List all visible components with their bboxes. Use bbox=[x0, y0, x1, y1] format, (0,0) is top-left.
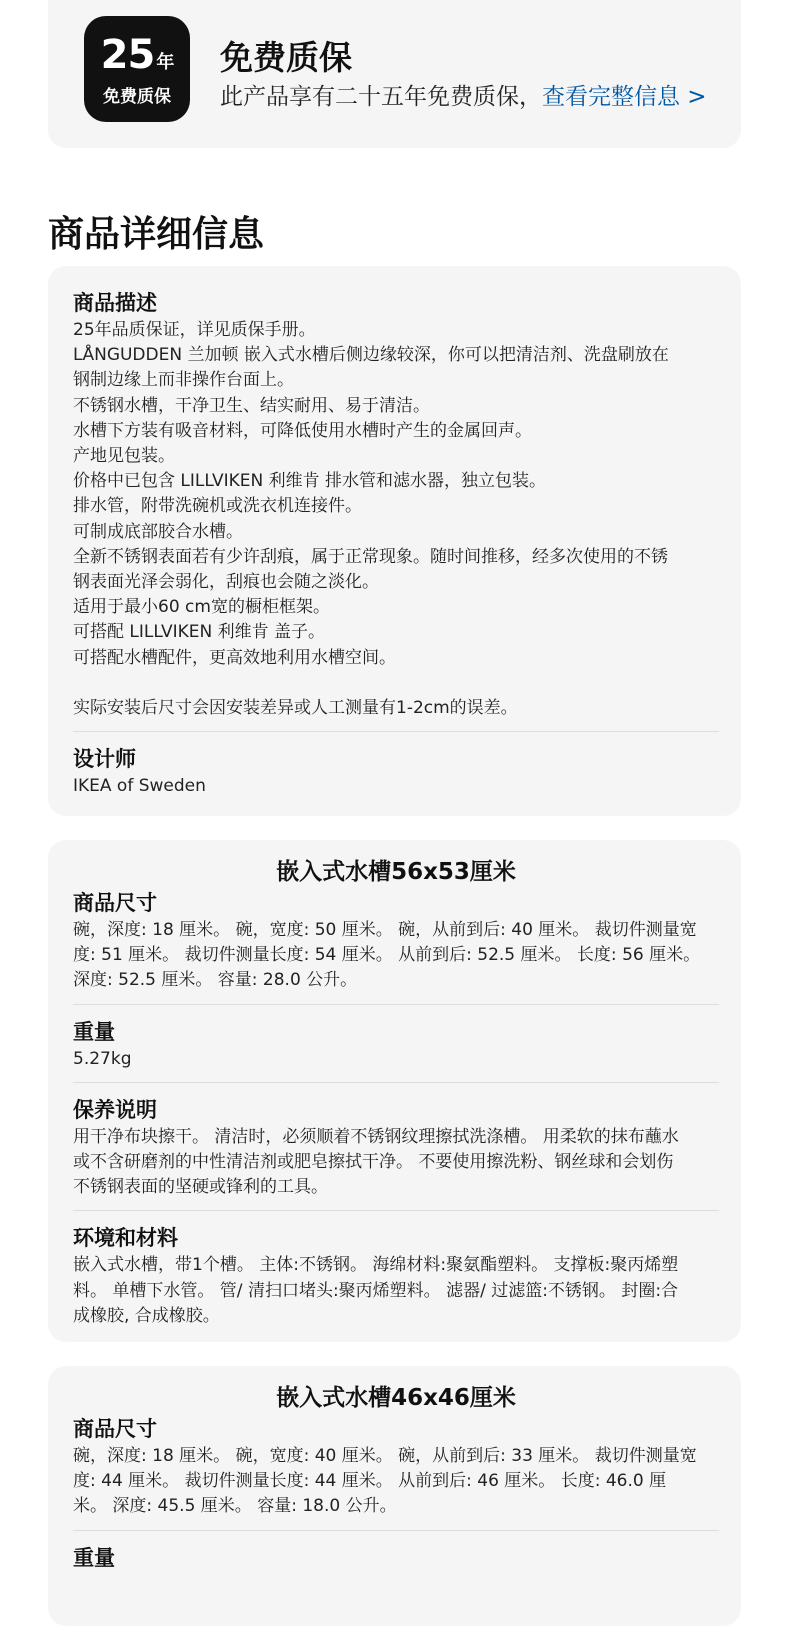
description-line: 可搭配 LILLVIKEN 利维肯 盖子。 bbox=[73, 622, 326, 643]
badge-label: 免费质保 bbox=[103, 87, 171, 107]
divider bbox=[73, 1210, 719, 1211]
product-title: 嵌入式水槽56x53厘米 bbox=[276, 859, 516, 885]
care-line: 用干净布块擦干。 清洁时，必须顺着不锈钢纹理擦拭洗涤槽。 用柔软的抹布蘸水 bbox=[73, 1126, 679, 1147]
warranty-badge-icon bbox=[84, 16, 190, 122]
designer-name: IKEA of Sweden bbox=[73, 776, 206, 797]
description-line: 产地见包装。 bbox=[73, 446, 175, 467]
description-line: 钢表面光泽会弱化，刮痕也会随之淡化。 bbox=[73, 572, 379, 593]
description-heading: 商品描述 bbox=[73, 291, 157, 315]
dimensions-line: 碗，深度: 18 厘米。 碗，宽度: 50 厘米。 碗，从前到后: 40 厘米。 裁切件测量宽 bbox=[73, 920, 697, 940]
materials-line: 嵌入式水槽，带1个槽。 主体:不锈钢。 海绵材料:聚氨酯塑料。 支撑板:聚丙烯塑 bbox=[73, 1255, 679, 1276]
dimensions-line: 米。 深度: 45.5 厘米。 容量: 18.0 公升。 bbox=[73, 1496, 397, 1517]
description-line: LÅNGUDDEN 兰加顿 嵌入式水槽后侧边缘较深，你可以把清洁剂、洗盘刷放在 bbox=[73, 345, 669, 366]
warranty-text: 此产品享有二十五年免费质保， bbox=[220, 84, 542, 110]
description-line: 水槽下方装有吸音材料，可降低使用水槽时产生的金属回声。 bbox=[73, 420, 532, 441]
warranty-info-link[interactable]: 查看完整信息 > bbox=[542, 84, 707, 110]
materials-line: 料。 单槽下水管。 管/ 清扫口堵头:聚丙烯塑料。 滤器/ 过滤篮:不锈钢。 封圈:合 bbox=[73, 1280, 679, 1301]
badge-year-unit: 年 bbox=[156, 52, 174, 73]
description-line: 实际安装后尺寸会因安装差异或人工测量有1-2cm的误差。 bbox=[73, 698, 518, 719]
section-title: 商品详细信息 bbox=[48, 214, 265, 255]
description-spacer bbox=[73, 671, 719, 696]
warranty-text-row bbox=[220, 78, 707, 111]
description-card bbox=[48, 266, 741, 816]
dimensions-line: 度: 44 厘米。 裁切件测量长度: 44 厘米。 从前到后: 46 厘米。 长度: 46.0 厘 bbox=[73, 1471, 667, 1492]
description-line: 排水管，附带洗碗机或洗衣机连接件。 bbox=[73, 496, 362, 517]
dimensions-heading: 商品尺寸 bbox=[73, 891, 157, 915]
dimensions-heading: 商品尺寸 bbox=[73, 1417, 157, 1441]
care-line: 或不含研磨剂的中性清洁剂或肥皂擦拭干净。 不要使用擦洗粉、钢丝球和会划伤 bbox=[73, 1152, 674, 1173]
divider bbox=[73, 1082, 719, 1083]
weight-value: 5.27kg bbox=[73, 1048, 132, 1069]
dimensions-line: 度: 51 厘米。 裁切件测量长度: 54 厘米。 从前到后: 52.5 厘米。 长度: 56 厘米。 bbox=[73, 945, 701, 966]
description-line: 可制成底部胶合水槽。 bbox=[73, 521, 243, 542]
description-line: 全新不锈钢表面若有少许刮痕，属于正常现象。随时间推移，经多次使用的不锈 bbox=[73, 546, 668, 567]
product-spec-card-46x46 bbox=[48, 1366, 741, 1626]
materials-line: 成橡胶, 合成橡胶。 bbox=[73, 1305, 220, 1326]
description-line: 不锈钢水槽，干净卫生、结实耐用、易于清洁。 bbox=[73, 395, 430, 416]
care-heading: 保养说明 bbox=[73, 1097, 157, 1122]
weight-heading: 重量 bbox=[73, 1545, 115, 1570]
description-line: 25年品质保证，详见质保手册。 bbox=[73, 320, 316, 340]
materials-heading: 环境和材料 bbox=[73, 1226, 178, 1251]
description-body bbox=[73, 318, 719, 721]
designer-heading: 设计师 bbox=[73, 747, 136, 772]
product-title: 嵌入式水槽46x46厘米 bbox=[276, 1385, 516, 1411]
description-line: 钢制边缘上而非操作台面上。 bbox=[73, 370, 294, 391]
divider bbox=[73, 731, 719, 732]
care-line: 不锈钢表面的坚硬或锋利的工具。 bbox=[73, 1177, 328, 1198]
product-spec-card-56x53 bbox=[48, 840, 741, 1342]
warranty-title: 免费质保 bbox=[220, 38, 352, 77]
warranty-card bbox=[48, 0, 741, 148]
description-line: 价格中已包含 LILLVIKEN 利维肯 排水管和滤水器，独立包装。 bbox=[73, 471, 547, 492]
divider bbox=[73, 1004, 719, 1005]
divider bbox=[73, 1530, 719, 1531]
dimensions-line: 碗，深度: 18 厘米。 碗，宽度: 40 厘米。 碗，从前到后: 33 厘米。 裁切件测量宽 bbox=[73, 1446, 697, 1466]
description-line: 可搭配水槽配件，更高效地利用水槽空间。 bbox=[73, 647, 396, 668]
description-line: 适用于最小60 cm宽的橱柜框架。 bbox=[73, 597, 330, 618]
badge-years: 25 bbox=[100, 32, 155, 78]
dimensions-line: 深度: 52.5 厘米。 容量: 28.0 公升。 bbox=[73, 970, 358, 991]
weight-heading: 重量 bbox=[73, 1019, 115, 1044]
